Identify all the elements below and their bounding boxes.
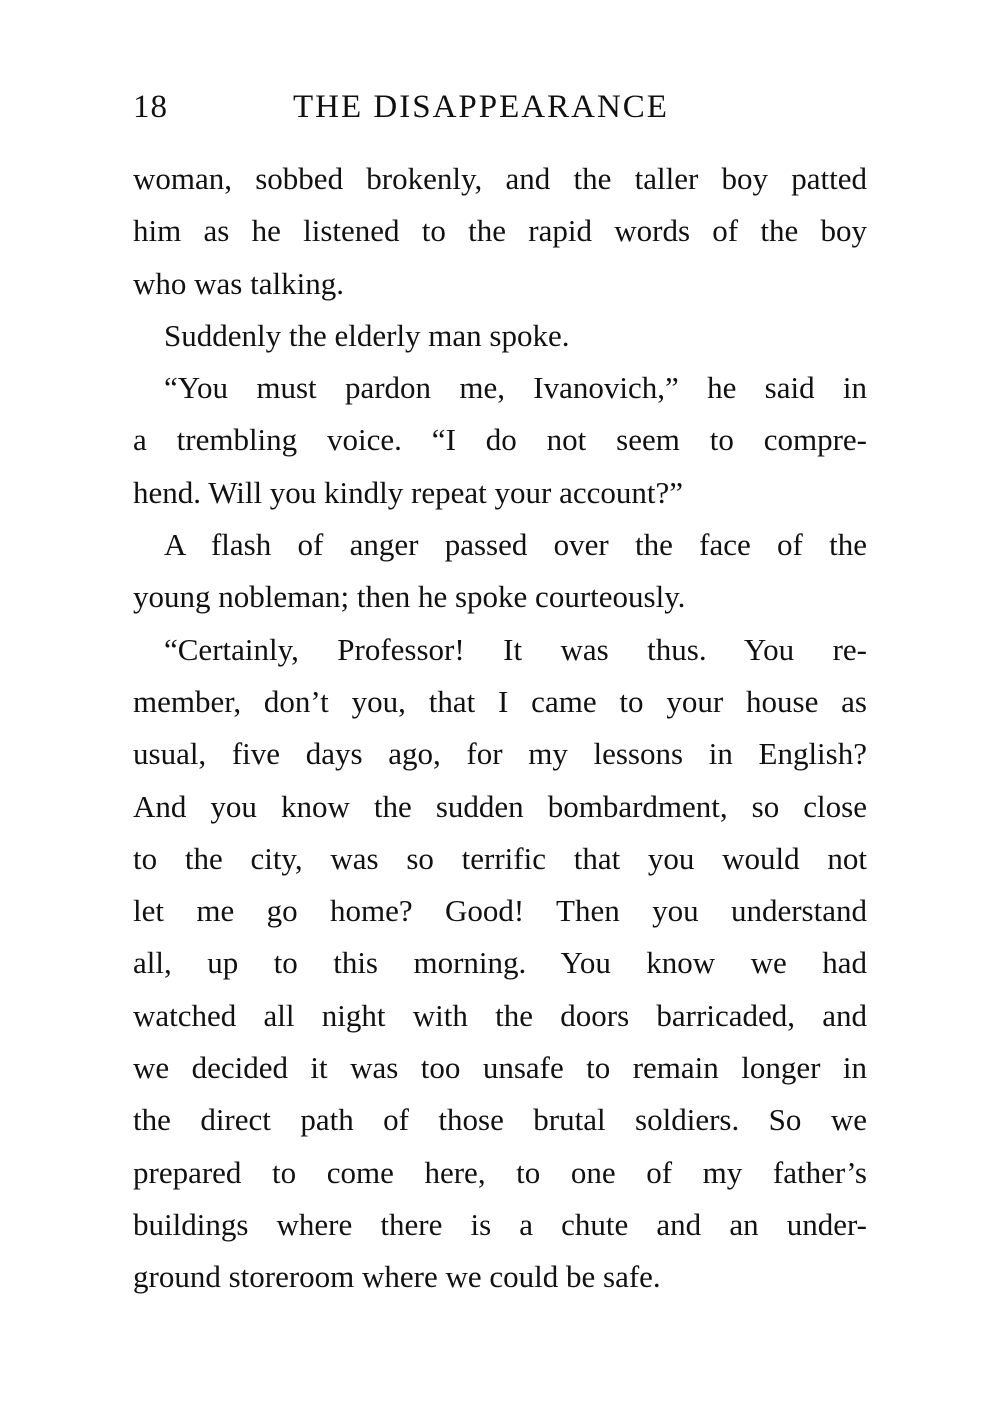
text-line: “You must pardon me, Ivanovich,” he said in xyxy=(164,370,867,406)
text-line: we decided it was too unsafe to remain longer in xyxy=(133,1050,867,1086)
text-line: let me go home? Good! Then you understand xyxy=(133,893,867,929)
text-line: usual, five days ago, for my lessons in English? xyxy=(133,736,867,772)
text-line: member, don’t you, that I came to your house as xyxy=(133,683,867,719)
text-line: all, up to this morning. You know we had xyxy=(133,945,867,981)
page-number: 18 xyxy=(133,89,168,125)
text-line: a trembling voice. “I do not seem to compre- xyxy=(133,422,867,458)
text-line: Suddenly the elderly man spoke. xyxy=(164,317,570,353)
running-title: THE DISAPPEARANCE xyxy=(293,89,669,125)
text-line: to the city, was so terrific that you would not xyxy=(133,840,867,876)
text-line: buildings where there is a chute and an under- xyxy=(133,1206,867,1242)
text-line: ground storeroom where we could be safe. xyxy=(133,1259,661,1295)
text-line: woman, sobbed brokenly, and the taller boy patted xyxy=(133,161,867,196)
text-line: prepared to come here, to one of my father’s xyxy=(133,1154,867,1190)
text-line: young nobleman; then he spoke courteously. xyxy=(133,579,686,615)
text-line: hend. Will you kindly repeat your account?” xyxy=(133,474,683,510)
text-line: A flash of anger passed over the face of the xyxy=(164,527,867,563)
running-head xyxy=(133,84,867,130)
text-line: him as he listened to the rapid words of the boy xyxy=(133,213,867,249)
text-line: And you know the sudden bombardment, so close xyxy=(133,788,867,824)
text-line: the direct path of those brutal soldiers. So we xyxy=(133,1102,867,1138)
text-line: watched all night with the doors barricaded, and xyxy=(133,997,867,1033)
text-line: “Certainly, Professor! It was thus. You re- xyxy=(164,631,867,667)
text-line: who was talking. xyxy=(133,265,344,301)
body-text xyxy=(133,153,867,1304)
